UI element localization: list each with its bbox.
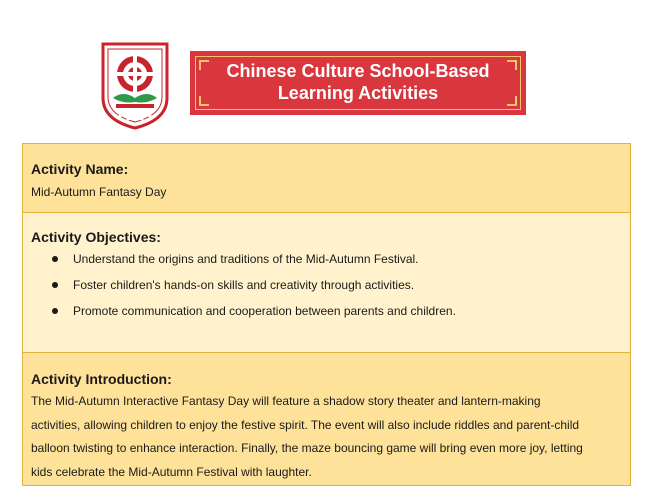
activity-introduction-text: [31, 390, 622, 484]
list-item: [73, 276, 622, 294]
objectives-list: [31, 250, 622, 320]
bullet-icon: [52, 256, 58, 262]
school-emblem-icon: [98, 40, 172, 130]
list-item: [73, 302, 622, 320]
objective-text: Foster children's hands-on skills and creativity through activities.: [73, 278, 415, 292]
banner-corner-ornament: [507, 60, 517, 70]
banner-corner-ornament: [199, 60, 209, 70]
bullet-icon: [52, 308, 58, 314]
page-title-line-1: Chinese Culture School-Based: [226, 61, 490, 81]
page-title: [210, 60, 506, 104]
page-header: [0, 0, 651, 140]
objective-text: Promote communication and cooperation between parents and children.: [73, 304, 456, 318]
activity-introduction-label: Activity Introduction:: [31, 371, 172, 387]
activity-objectives-row: [23, 213, 630, 353]
introduction-line: activities, allowing children to enjoy the festive spirit. The event will also include riddles and parent-child: [31, 417, 580, 432]
activity-introduction-row: [23, 353, 630, 485]
bullet-icon: [52, 282, 58, 288]
activity-objectives-label: Activity Objectives:: [31, 229, 161, 245]
activity-name-label: Activity Name:: [31, 161, 129, 177]
page-title-line-2: Learning Activities: [277, 83, 439, 103]
introduction-line: The Mid-Autumn Interactive Fantasy Day will feature a shadow story theater and lantern-making: [31, 394, 541, 408]
banner-corner-ornament: [507, 96, 517, 106]
objective-text: Understand the origins and traditions of the Mid-Autumn Festival.: [73, 252, 419, 266]
introduction-line: balloon twisting to enhance interaction. Finally, the maze bouncing game will bring even more joy, letting: [31, 441, 583, 455]
list-item: [73, 250, 622, 268]
banner-corner-ornament: [199, 96, 209, 106]
title-banner: [190, 51, 526, 115]
activity-table: [22, 143, 631, 486]
activity-name-row: [23, 144, 630, 213]
introduction-line: kids celebrate the Mid-Autumn Festival with laughter.: [31, 464, 312, 479]
activity-name-value: Mid-Autumn Fantasy Day: [31, 185, 167, 199]
